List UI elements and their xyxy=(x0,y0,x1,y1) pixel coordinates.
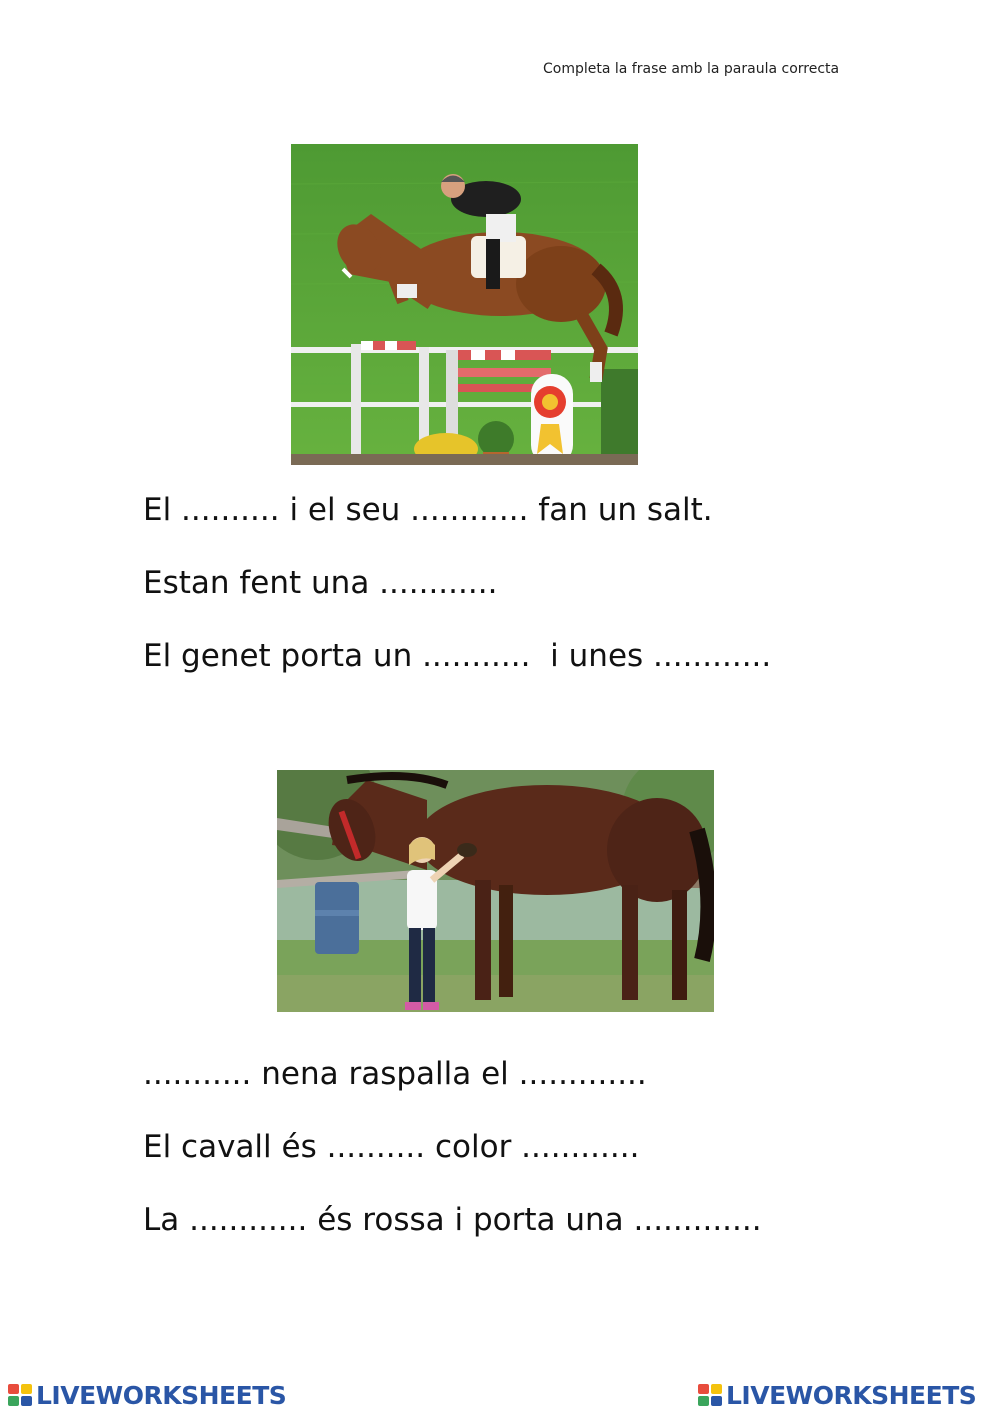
exercise-line-6: La ............ és rossa i porta una ............. xyxy=(143,1202,762,1238)
exercise-line-3: El genet porta un ........... i unes ............ xyxy=(143,638,772,674)
brand-name: LIVEWORKSHEETS xyxy=(36,1380,287,1410)
liveworksheets-mark-icon xyxy=(698,1384,722,1406)
liveworksheets-logo-right xyxy=(698,1380,976,1410)
exercise-line-5: El cavall és .......... color ............ xyxy=(143,1129,640,1165)
exercise-line-1: El .......... i el seu ............ fan un salt. xyxy=(143,492,713,528)
girl-grooming-horse-photo xyxy=(277,770,714,1012)
liveworksheets-mark-icon xyxy=(8,1384,32,1406)
brand-name: LIVEWORKSHEETS xyxy=(726,1380,977,1410)
instruction-text: Completa la frase amb la paraula correcta xyxy=(543,61,840,77)
liveworksheets-logo-left xyxy=(8,1380,286,1410)
show-jumping-photo xyxy=(291,144,638,465)
exercise-line-2: Estan fent una ............ xyxy=(143,565,498,601)
exercise-line-4: ........... nena raspalla el ............. xyxy=(143,1056,647,1092)
